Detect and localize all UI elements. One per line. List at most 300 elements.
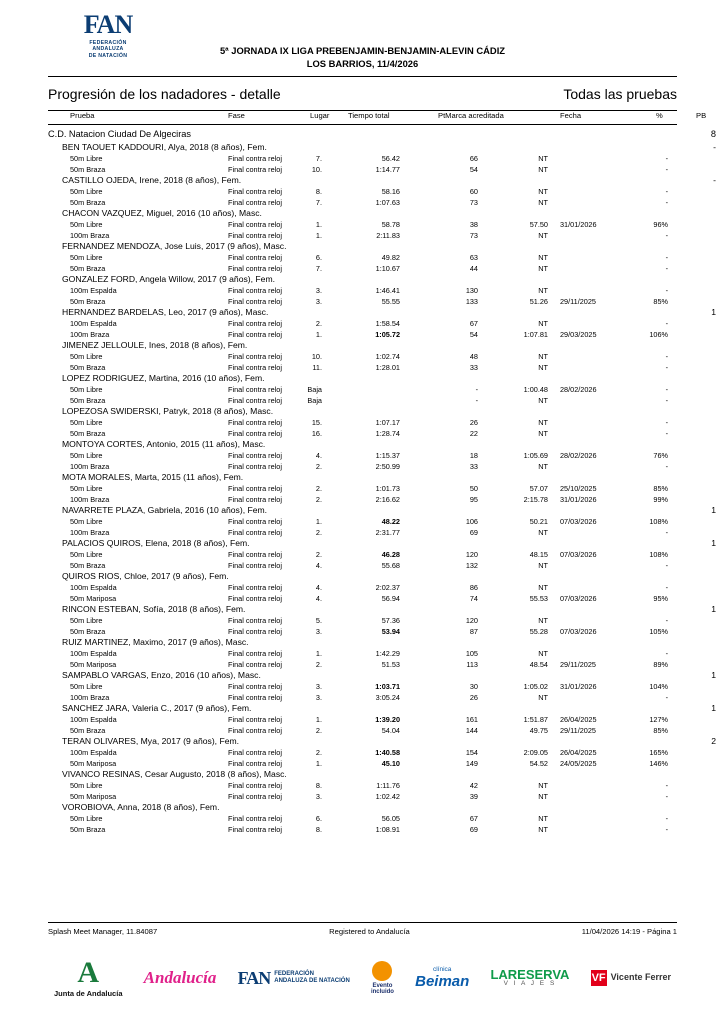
event-place: 16. xyxy=(311,428,322,438)
event-place: 10. xyxy=(311,352,322,361)
swimmer-name: SAMPABLO VARGAS, Enzo, 2016 (10 años), Masc. xyxy=(62,670,261,680)
event-total-time: 51.53 xyxy=(381,659,400,669)
event-points: 22 xyxy=(469,428,478,438)
swimmer-name: NAVARRETE PLAZA, Gabriela, 2016 (10 años), Fem. xyxy=(62,505,268,515)
event-phase: Final contra reloj xyxy=(228,164,282,174)
event-date: 07/03/2026 xyxy=(560,550,597,559)
event-row xyxy=(48,528,677,539)
event-percent: 104% xyxy=(649,682,668,691)
andalucia-logo-icon: Andalucía xyxy=(143,968,217,988)
event-accredited-mark: 1:00.48 xyxy=(523,385,548,394)
event-total-time: 2:11.83 xyxy=(376,230,400,240)
event-points: 113 xyxy=(466,659,478,669)
meet-place: LOS BARRIOS, 11/4/2026 xyxy=(306,58,419,69)
swimmer-pb-count: 1 xyxy=(711,538,716,548)
event-phase: Final contra reloj xyxy=(228,824,282,834)
event-name: 50m Braza xyxy=(70,197,106,207)
event-date: 25/10/2025 xyxy=(560,484,597,493)
event-accredited-mark: NT xyxy=(538,616,548,625)
event-phase: Final contra reloj xyxy=(228,560,282,570)
event-date: 31/01/2026 xyxy=(560,494,597,504)
event-percent: - xyxy=(665,164,668,174)
event-phase: Final contra reloj xyxy=(228,263,282,273)
swimmer-row xyxy=(48,703,716,715)
event-row xyxy=(48,792,677,803)
event-accredited-mark: NT xyxy=(538,197,548,207)
event-phase: Final contra reloj xyxy=(228,517,282,526)
event-phase: Final contra reloj xyxy=(228,791,282,801)
event-percent: 165% xyxy=(649,748,668,757)
event-name: 50m Braza xyxy=(70,263,106,273)
event-phase: Final contra reloj xyxy=(228,659,282,669)
event-date: 29/11/2025 xyxy=(560,725,596,735)
event-place: 2. xyxy=(315,461,322,471)
event-total-time: 1:42.29 xyxy=(375,649,400,658)
sponsor-evento-incluido xyxy=(371,961,394,996)
event-accredited-mark: NT xyxy=(538,395,548,405)
event-name: 50m Libre xyxy=(70,517,103,526)
event-total-time: 2:50.99 xyxy=(375,461,400,471)
swimmer-row xyxy=(48,670,716,682)
swimmer-pb-count: 1 xyxy=(711,703,716,713)
event-name: 50m Braza xyxy=(70,296,106,306)
event-accredited-mark: NT xyxy=(538,560,548,570)
event-points: 73 xyxy=(469,197,478,207)
event-points: 86 xyxy=(469,583,478,592)
event-accredited-mark: NT xyxy=(538,286,548,295)
swimmer-name: HERNANDEZ BARDELAS, Leo, 2017 (9 años), Masc. xyxy=(62,307,269,317)
event-accredited-mark: NT xyxy=(538,319,548,328)
event-total-time: 56.94 xyxy=(381,593,400,603)
event-percent: 105% xyxy=(649,626,668,636)
event-place: 3. xyxy=(315,692,322,702)
event-phase: Final contra reloj xyxy=(228,649,282,658)
event-accredited-mark: 48.15 xyxy=(529,550,548,559)
event-percent: - xyxy=(665,286,668,295)
event-date: 29/11/2025 xyxy=(560,659,596,669)
swimmer-row xyxy=(48,802,677,814)
event-accredited-mark: NT xyxy=(538,164,548,174)
event-place: 4. xyxy=(315,593,322,603)
event-total-time: 3:05.24 xyxy=(375,692,400,702)
column-header-fecha: Fecha xyxy=(560,111,582,120)
event-name: 50m Libre xyxy=(70,484,103,493)
event-place: 3. xyxy=(315,682,322,691)
event-name: 100m Espalda xyxy=(70,319,117,328)
event-percent: - xyxy=(665,692,668,702)
event-row xyxy=(48,594,677,605)
event-row xyxy=(48,495,677,506)
event-points: 54 xyxy=(469,329,478,339)
event-total-time: 53.94 xyxy=(381,626,400,636)
fan-sponsor-icon: FAN xyxy=(237,967,271,988)
swimmer-name: SANCHEZ JARA, Valeria C., 2017 (9 años), Fem. xyxy=(62,703,252,713)
event-row xyxy=(48,297,677,308)
event-percent: - xyxy=(665,560,668,570)
event-phase: Final contra reloj xyxy=(228,230,282,240)
event-name: 100m Braza xyxy=(70,527,110,537)
sponsor-vicente-ferrer xyxy=(591,970,671,986)
event-phase: Final contra reloj xyxy=(228,296,282,306)
event-row xyxy=(48,286,677,297)
event-accredited-mark: 57.07 xyxy=(529,484,548,493)
event-points: 69 xyxy=(469,824,478,834)
event-place: 2. xyxy=(315,494,322,504)
event-row xyxy=(48,264,677,275)
event-phase: Final contra reloj xyxy=(228,197,282,207)
event-place: 1. xyxy=(315,220,322,229)
meet-title: 5ª JORNADA IX LIGA PREBENJAMIN-BENJAMIN-ALEVIN CÁDIZ xyxy=(219,45,506,56)
event-name: 50m Libre xyxy=(70,352,103,361)
event-row xyxy=(48,484,677,495)
event-phase: Final contra reloj xyxy=(228,682,282,691)
event-place: 6. xyxy=(315,253,322,262)
event-points: 132 xyxy=(465,560,478,570)
event-name: 50m Mariposa xyxy=(70,659,117,669)
event-phase: Final contra reloj xyxy=(228,692,282,702)
event-place: 10. xyxy=(311,164,322,174)
event-phase: Final contra reloj xyxy=(228,626,282,636)
event-points: 39 xyxy=(469,791,478,801)
results-body xyxy=(48,125,716,835)
event-percent: - xyxy=(665,352,668,361)
event-percent: - xyxy=(665,649,668,658)
event-date: 07/03/2026 xyxy=(560,517,597,526)
event-phase: Final contra reloj xyxy=(228,593,282,603)
event-percent: - xyxy=(665,418,668,427)
event-row xyxy=(48,781,677,792)
event-name: 50m Braza xyxy=(70,725,106,735)
event-percent: - xyxy=(665,814,668,823)
event-points: 18 xyxy=(469,451,478,460)
event-phase: Final contra reloj xyxy=(228,461,282,471)
event-place: 4. xyxy=(315,560,322,570)
event-total-time: 56.05 xyxy=(381,814,400,823)
event-percent: 89% xyxy=(653,659,668,669)
event-phase: Final contra reloj xyxy=(228,725,282,735)
event-row xyxy=(48,253,677,264)
swimmer-name: RINCON ESTEBAN, Sofía, 2018 (8 años), Fem. xyxy=(62,604,246,614)
swimmer-name: GONZALEZ FORD, Angela Willow, 2017 (9 años), Fem. xyxy=(62,274,276,284)
event-name: 100m Braza xyxy=(70,230,110,240)
event-place: 1. xyxy=(315,517,322,526)
event-date: 26/04/2025 xyxy=(560,748,597,757)
event-points: 154 xyxy=(465,748,478,757)
event-accredited-mark: NT xyxy=(538,781,548,790)
event-percent: - xyxy=(665,824,668,834)
event-percent: 99% xyxy=(653,494,668,504)
event-place: 7. xyxy=(315,154,322,163)
event-date: 07/03/2026 xyxy=(560,593,597,603)
lareserva-logo-icon: LARESERVA xyxy=(490,966,570,982)
event-total-time: 1:14.77 xyxy=(375,164,400,174)
event-total-time: 54.04 xyxy=(381,725,400,735)
swimmer-row xyxy=(48,736,716,748)
event-name: 50m Libre xyxy=(70,220,103,229)
swimmer-pb-count: - xyxy=(713,142,716,152)
sponsor-reserva-sublabel: V I A J E S xyxy=(503,980,557,988)
event-name: 50m Braza xyxy=(70,560,106,570)
event-percent: 146% xyxy=(649,758,668,768)
swimmer-row xyxy=(48,142,716,154)
event-points: 87 xyxy=(469,626,478,636)
event-date: 28/02/2026 xyxy=(560,385,597,394)
swimmer-row xyxy=(48,439,677,451)
swimmer-row xyxy=(48,175,716,187)
event-name: 100m Braza xyxy=(70,494,110,504)
event-place: 4. xyxy=(315,583,322,592)
event-phase: Final contra reloj xyxy=(228,494,282,504)
sponsor-evento-label: Evento incluido xyxy=(370,982,394,995)
column-header-tiempo-total: Tiempo total xyxy=(348,111,390,120)
event-phase: Final contra reloj xyxy=(228,418,282,427)
event-points: - xyxy=(475,395,478,405)
event-accredited-mark: NT xyxy=(538,253,548,262)
event-accredited-mark: NT xyxy=(538,187,548,196)
event-phase: Final contra reloj xyxy=(228,286,282,295)
event-total-time: 58.78 xyxy=(381,220,400,229)
event-phase: Final contra reloj xyxy=(228,484,282,493)
event-place: 15. xyxy=(311,418,322,427)
footer-software: Splash Meet Manager, 11.84087 xyxy=(48,927,158,936)
event-percent: - xyxy=(665,230,668,240)
event-place: 3. xyxy=(315,626,322,636)
event-row xyxy=(48,561,677,572)
event-place: 3. xyxy=(315,791,322,801)
event-points: 66 xyxy=(469,154,478,163)
sponsor-bar xyxy=(48,936,677,1024)
event-total-time: 1:02.42 xyxy=(375,791,400,801)
event-total-time: 1:03.71 xyxy=(375,682,400,691)
event-date: 31/01/2026 xyxy=(560,220,597,229)
event-name: 100m Espalda xyxy=(70,583,117,592)
page-title: Progresión de los nadadores - detalle xyxy=(48,86,281,102)
report-scope: Todas las pruebas xyxy=(563,86,677,102)
event-points: 26 xyxy=(469,418,478,427)
event-row xyxy=(48,451,677,462)
event-percent: - xyxy=(665,362,668,372)
event-points: 63 xyxy=(469,253,478,262)
event-percent: - xyxy=(665,527,668,537)
event-total-time: 56.42 xyxy=(381,154,400,163)
event-place: 2. xyxy=(315,319,322,328)
event-percent: - xyxy=(665,197,668,207)
event-total-time: 2:02.37 xyxy=(375,583,400,592)
swimmer-row xyxy=(48,538,716,550)
meet-heading xyxy=(168,10,557,70)
event-points: 33 xyxy=(469,362,478,372)
event-row xyxy=(48,429,677,440)
event-name: 50m Mariposa xyxy=(70,791,117,801)
event-accredited-mark: 55.28 xyxy=(529,626,548,636)
event-place: 2. xyxy=(315,484,322,493)
event-accredited-mark: NT xyxy=(538,527,548,537)
event-phase: Final contra reloj xyxy=(228,583,282,592)
event-total-time: 1:07.17 xyxy=(375,418,400,427)
event-percent: - xyxy=(665,154,668,163)
event-total-time: 2:16.62 xyxy=(375,494,400,504)
event-accredited-mark: NT xyxy=(538,154,548,163)
event-percent: - xyxy=(665,385,668,394)
event-date: 29/03/2025 xyxy=(560,329,597,339)
event-place: 8. xyxy=(315,824,322,834)
event-name: 50m Braza xyxy=(70,395,106,405)
swimmer-pb-count: 2 xyxy=(711,736,716,746)
swimmer-name: VIVANCO RESINAS, Cesar Augusto, 2018 (8 años), Masc. xyxy=(62,769,287,779)
event-phase: Final contra reloj xyxy=(228,220,282,229)
event-total-time: 2:31.77 xyxy=(375,527,400,537)
sponsor-ferrer-label: Vicente Ferrer xyxy=(610,972,671,983)
event-place: 6. xyxy=(315,814,322,823)
event-row xyxy=(48,462,677,473)
event-place: 3. xyxy=(315,296,322,306)
event-percent: 108% xyxy=(649,550,668,559)
column-header-pb: PB xyxy=(696,111,707,120)
swimmer-pb-count: 1 xyxy=(711,505,716,515)
event-place: 1. xyxy=(315,649,322,658)
swimmer-pb-count: - xyxy=(713,175,716,185)
event-accredited-mark: NT xyxy=(538,791,548,801)
swimmer-name: LOPEZOSA SWIDERSKI, Patryk, 2018 (8 años), Masc. xyxy=(62,406,274,416)
event-place: 1. xyxy=(315,329,322,339)
event-place: 2. xyxy=(315,527,322,537)
event-date: 28/02/2026 xyxy=(560,451,597,460)
event-total-time: 1:05.72 xyxy=(375,329,400,339)
event-accredited-mark: NT xyxy=(538,824,548,834)
footer-registration: Registered to Andalucía xyxy=(329,927,410,936)
event-percent: - xyxy=(665,395,668,405)
event-accredited-mark: NT xyxy=(538,418,548,427)
event-name: 50m Libre xyxy=(70,418,103,427)
swimmer-row xyxy=(48,571,677,583)
event-accredited-mark: NT xyxy=(538,461,548,471)
event-accredited-mark: 1:05.69 xyxy=(523,451,548,460)
sponsor-beiman-sublabel: clínica xyxy=(432,965,452,973)
swimmer-name: VOROBIOVA, Anna, 2018 (8 años), Fem. xyxy=(62,802,220,812)
swimmer-row xyxy=(48,769,677,781)
event-percent: 85% xyxy=(653,296,668,306)
event-place: 8. xyxy=(315,187,322,196)
event-total-time: 1:11.76 xyxy=(376,781,400,790)
event-phase: Final contra reloj xyxy=(228,451,282,460)
event-name: 50m Braza xyxy=(70,626,106,636)
event-name: 100m Braza xyxy=(70,692,110,702)
swimmer-row xyxy=(48,307,716,319)
sponsor-andalucia xyxy=(144,969,217,987)
swimmer-row xyxy=(48,472,677,484)
event-place: 8. xyxy=(315,781,322,790)
event-accredited-mark: 1:05.02 xyxy=(523,682,548,691)
event-percent: - xyxy=(665,461,668,471)
event-points: 30 xyxy=(469,682,478,691)
event-phase: Final contra reloj xyxy=(228,781,282,790)
page-header xyxy=(48,10,677,72)
event-total-time: 58.16 xyxy=(381,187,400,196)
event-phase: Final contra reloj xyxy=(228,616,282,625)
event-place: 5. xyxy=(315,616,322,625)
event-accredited-mark: NT xyxy=(538,583,548,592)
column-header-percent: % xyxy=(656,111,663,120)
event-points: 74 xyxy=(469,593,478,603)
event-place: 2. xyxy=(315,725,322,735)
event-row xyxy=(48,154,677,165)
event-total-time: 1:58.54 xyxy=(375,319,400,328)
event-phase: Final contra reloj xyxy=(228,319,282,328)
event-accredited-mark: 1:51.87 xyxy=(523,715,548,724)
event-percent: - xyxy=(665,253,668,262)
event-points: 105 xyxy=(465,649,478,658)
swimmer-name: QUIROS RIOS, Chloe, 2017 (9 años), Fem. xyxy=(62,571,229,581)
event-phase: Final contra reloj xyxy=(228,527,282,537)
swimmer-pb-count: 1 xyxy=(711,670,716,680)
event-phase: Final contra reloj xyxy=(228,748,282,757)
event-accredited-mark: NT xyxy=(538,352,548,361)
event-accredited-mark: 55.53 xyxy=(529,593,548,603)
swimmer-name: BEN TAOUET KADDOURI, Alya, 2018 (8 años), Fem. xyxy=(62,142,267,152)
swimmer-pb-count: 1 xyxy=(711,307,716,317)
swimmer-name: CASTILLO OJEDA, Irene, 2018 (8 años), Fem. xyxy=(62,175,242,185)
swimmer-row xyxy=(48,505,716,517)
event-name: 100m Espalda xyxy=(70,715,117,724)
swimmer-row xyxy=(48,208,677,220)
event-phase: Final contra reloj xyxy=(228,385,282,394)
swimmer-row xyxy=(48,340,677,352)
event-place: 2. xyxy=(315,550,322,559)
event-name: 50m Libre xyxy=(70,550,103,559)
event-place: 1. xyxy=(315,715,322,724)
event-name: 50m Braza xyxy=(70,164,106,174)
event-percent: 76% xyxy=(653,451,668,460)
sponsor-junta-de-andalucia xyxy=(54,958,123,998)
swimmer-name: CHACON VAZQUEZ, Miguel, 2016 (10 años), Masc. xyxy=(62,208,262,218)
federation-logo xyxy=(48,10,168,59)
beiman-logo-icon: Beiman xyxy=(415,972,470,990)
event-total-time: 48.22 xyxy=(381,517,400,526)
event-row xyxy=(48,363,677,374)
swimmer-name: MONTOYA CORTES, Antonio, 2015 (11 años), Masc. xyxy=(62,439,266,449)
event-accredited-mark: NT xyxy=(538,692,548,702)
event-phase: Final contra reloj xyxy=(228,362,282,372)
event-row xyxy=(48,385,677,396)
event-percent: 96% xyxy=(653,220,668,229)
event-row xyxy=(48,517,677,528)
event-points: 50 xyxy=(469,484,478,493)
event-name: 50m Mariposa xyxy=(70,593,117,603)
event-name: 50m Libre xyxy=(70,814,103,823)
event-accredited-mark: 57.50 xyxy=(529,220,548,229)
footer-timestamp: 11/04/2026 14:19 - Página 1 xyxy=(581,927,677,936)
event-points: 69 xyxy=(469,527,478,537)
event-name: 50m Braza xyxy=(70,362,106,372)
event-total-time: 1:28.74 xyxy=(375,428,400,438)
event-phase: Final contra reloj xyxy=(228,758,282,768)
column-header-ptmarca: PtMarca acreditada xyxy=(438,111,504,120)
event-place: 7. xyxy=(315,197,322,207)
footer-row xyxy=(48,923,677,936)
event-row xyxy=(48,627,677,638)
report-title-row xyxy=(48,77,677,110)
event-row xyxy=(48,726,677,737)
event-points: 54 xyxy=(469,164,478,174)
junta-logo-icon: A xyxy=(77,956,100,990)
event-row xyxy=(48,583,677,594)
event-row xyxy=(48,352,677,363)
event-accredited-mark: 49.75 xyxy=(529,725,548,735)
event-name: 50m Libre xyxy=(70,154,103,163)
event-points: 120 xyxy=(465,550,478,559)
event-row xyxy=(48,330,677,341)
event-name: 50m Braza xyxy=(70,824,106,834)
